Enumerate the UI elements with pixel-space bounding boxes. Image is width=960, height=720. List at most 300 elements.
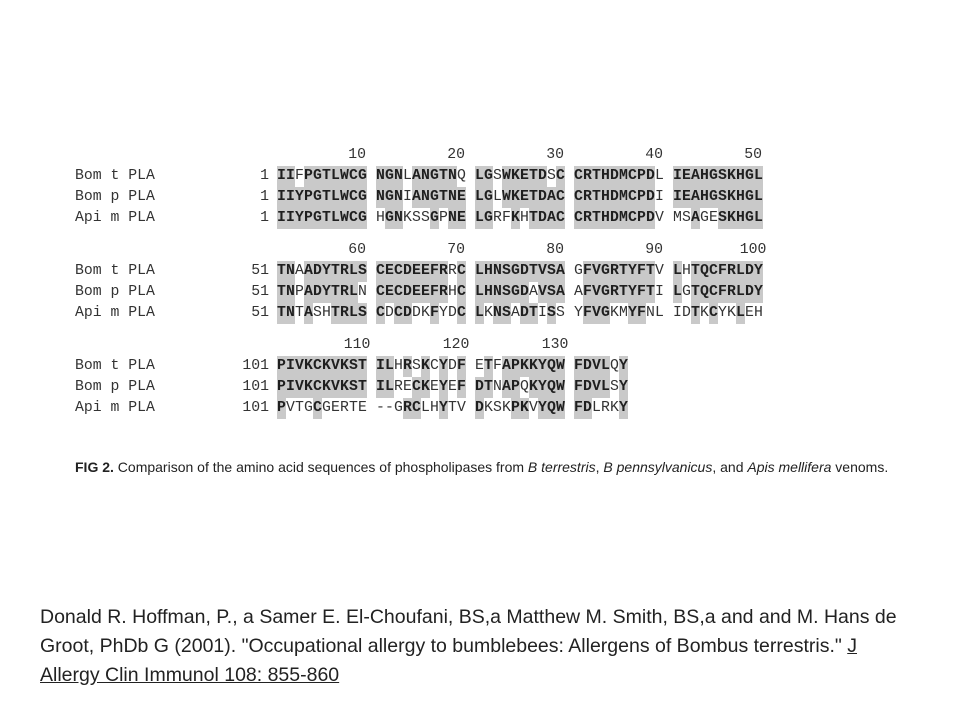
amino-acid: C [412, 398, 421, 419]
amino-acid: S [682, 210, 691, 226]
amino-acid: S [718, 208, 727, 229]
sequence-row [75, 398, 885, 419]
amino-acid: K [484, 305, 493, 321]
amino-acid: E [385, 261, 394, 282]
amino-acid: N [493, 379, 502, 395]
amino-acid: A [547, 187, 556, 208]
amino-acid: N [394, 166, 403, 187]
amino-acid: A [412, 187, 421, 208]
amino-acid: R [340, 282, 349, 303]
amino-acid: H [394, 358, 403, 374]
amino-acid: H [700, 187, 709, 208]
amino-acid: M [619, 166, 628, 187]
amino-acid: A [412, 166, 421, 187]
amino-acid: T [331, 303, 340, 324]
amino-acid: E [421, 261, 430, 282]
sequence-segment [574, 187, 664, 208]
amino-acid: L [493, 189, 502, 205]
amino-acid: E [745, 305, 754, 321]
amino-acid: A [691, 166, 700, 187]
amino-acid: H [601, 208, 610, 229]
amino-acid: F [637, 282, 646, 303]
amino-acid: Y [754, 282, 763, 303]
amino-acid: D [610, 166, 619, 187]
amino-acid: F [574, 377, 583, 398]
sequence-segment [277, 398, 367, 419]
amino-acid: S [502, 261, 511, 282]
sequence-row [75, 303, 885, 324]
amino-acid: R [340, 303, 349, 324]
amino-acid: Y [628, 282, 637, 303]
ruler-tick: 50 [744, 147, 762, 163]
amino-acid: V [457, 400, 466, 416]
ruler-tick: 130 [541, 337, 569, 353]
sequence-row [75, 377, 885, 398]
sequence-segment [277, 282, 367, 303]
amino-acid: E [358, 400, 367, 416]
amino-acid: S [718, 187, 727, 208]
amino-acid: K [403, 210, 412, 226]
amino-acid: H [376, 210, 385, 226]
amino-acid: K [610, 305, 619, 321]
amino-acid: G [358, 208, 367, 229]
sequence-start-number: 1 [260, 189, 269, 205]
amino-acid: H [484, 282, 493, 303]
amino-acid: C [313, 398, 322, 419]
sequence-alignment-figure [75, 145, 885, 430]
amino-acid: I [286, 356, 295, 377]
amino-acid: S [313, 305, 322, 321]
sequence-segment [673, 208, 763, 229]
sequence-row [75, 356, 885, 377]
amino-acid: I [286, 208, 295, 229]
sequence-start-number: 51 [251, 284, 269, 300]
amino-acid: Y [628, 303, 637, 324]
amino-acid: Q [457, 168, 466, 184]
sequence-segment [376, 261, 466, 282]
sequence-segment [475, 303, 565, 324]
amino-acid: F [637, 303, 646, 324]
amino-acid: V [655, 263, 664, 279]
amino-acid: C [412, 377, 421, 398]
amino-acid: A [691, 187, 700, 208]
amino-acid: K [727, 305, 736, 321]
amino-acid: R [583, 187, 592, 208]
sequence-label: Bom t PLA [75, 168, 155, 184]
amino-acid: C [556, 187, 565, 208]
amino-acid: C [313, 377, 322, 398]
amino-acid: N [376, 166, 385, 187]
amino-acid: Y [538, 398, 547, 419]
caption-sep-2: , and [712, 459, 748, 475]
amino-acid: I [655, 284, 664, 300]
amino-acid: C [709, 303, 718, 324]
amino-acid: G [511, 261, 520, 282]
amino-acid: G [430, 208, 439, 229]
amino-acid: D [403, 303, 412, 324]
amino-acid: C [457, 303, 466, 324]
amino-acid: K [700, 305, 709, 321]
amino-acid: G [745, 166, 754, 187]
amino-acid: Q [520, 379, 529, 395]
amino-acid: R [583, 166, 592, 187]
sequence-segment [574, 261, 664, 282]
sequence-row [75, 282, 885, 303]
amino-acid: L [736, 261, 745, 282]
amino-acid: A [547, 208, 556, 229]
amino-acid: C [628, 208, 637, 229]
ruler-tick: 80 [546, 242, 564, 258]
amino-acid: A [502, 356, 511, 377]
position-ruler [75, 335, 885, 356]
sequence-label: Bom p PLA [75, 284, 155, 300]
amino-acid: H [520, 210, 529, 226]
amino-acid: I [376, 356, 385, 377]
amino-acid: L [331, 166, 340, 187]
amino-acid: D [520, 282, 529, 303]
sequence-segment [376, 166, 466, 187]
amino-acid: W [556, 398, 565, 419]
amino-acid: L [349, 303, 358, 324]
amino-acid: A [574, 284, 583, 300]
sequence-row [75, 261, 885, 282]
sequence-segment [574, 166, 664, 187]
amino-acid: Y [619, 356, 628, 377]
amino-acid: H [700, 166, 709, 187]
amino-acid: T [529, 261, 538, 282]
amino-acid: V [592, 261, 601, 282]
amino-acid: T [529, 166, 538, 187]
amino-acid: I [277, 166, 286, 187]
amino-acid: P [637, 187, 646, 208]
amino-acid: A [556, 261, 565, 282]
amino-acid: C [556, 208, 565, 229]
amino-acid: H [484, 261, 493, 282]
amino-acid: D [583, 377, 592, 398]
amino-acid: N [448, 208, 457, 229]
amino-acid: L [349, 261, 358, 282]
sequence-segment [475, 356, 565, 377]
amino-acid: D [412, 305, 421, 321]
sequence-segment [574, 303, 664, 324]
amino-acid: S [547, 168, 556, 184]
amino-acid: G [313, 208, 322, 229]
amino-acid: G [601, 261, 610, 282]
amino-acid: G [601, 282, 610, 303]
amino-acid: N [286, 261, 295, 282]
amino-acid: I [673, 305, 682, 321]
amino-acid: P [304, 208, 313, 229]
amino-acid: V [592, 303, 601, 324]
amino-acid: L [475, 261, 484, 282]
sequence-label: Api m PLA [75, 305, 155, 321]
amino-acid: G [745, 187, 754, 208]
amino-acid: L [655, 168, 664, 184]
amino-acid: D [475, 398, 484, 419]
amino-acid: T [529, 187, 538, 208]
sequence-segment [574, 398, 628, 419]
amino-acid: P [637, 166, 646, 187]
amino-acid: F [583, 282, 592, 303]
amino-acid: P [439, 210, 448, 226]
amino-acid: L [754, 208, 763, 229]
amino-acid: R [610, 282, 619, 303]
sequence-segment [277, 377, 367, 398]
amino-acid: H [448, 284, 457, 300]
amino-acid: F [574, 356, 583, 377]
sequence-segment [673, 261, 763, 282]
amino-acid: K [304, 356, 313, 377]
sequence-start-number: 101 [242, 358, 269, 374]
amino-acid: N [394, 208, 403, 229]
amino-acid: F [295, 168, 304, 184]
amino-acid: I [286, 166, 295, 187]
amino-acid: - [385, 400, 394, 416]
amino-acid: C [376, 303, 385, 324]
amino-acid: S [610, 379, 619, 395]
sequence-start-number: 51 [251, 305, 269, 321]
amino-acid: F [637, 261, 646, 282]
amino-acid: S [421, 210, 430, 226]
amino-acid: I [376, 377, 385, 398]
amino-acid: D [385, 305, 394, 321]
sequence-segment [376, 398, 466, 419]
amino-acid: H [736, 187, 745, 208]
amino-acid: H [601, 166, 610, 187]
ruler-tick: 40 [645, 147, 663, 163]
amino-acid: V [592, 356, 601, 377]
amino-acid: M [619, 305, 628, 321]
figure-caption [75, 458, 895, 477]
amino-acid: E [520, 166, 529, 187]
amino-acid: N [358, 284, 367, 300]
sequence-start-number: 1 [260, 210, 269, 226]
amino-acid: K [529, 377, 538, 398]
amino-acid: C [709, 261, 718, 282]
sequence-label: Bom t PLA [75, 358, 155, 374]
amino-acid: T [592, 166, 601, 187]
amino-acid: V [295, 377, 304, 398]
amino-acid: D [682, 305, 691, 321]
amino-acid: R [439, 282, 448, 303]
amino-acid: L [403, 168, 412, 184]
amino-acid: T [484, 356, 493, 377]
amino-acid: T [484, 377, 493, 398]
ruler-tick: 20 [447, 147, 465, 163]
amino-acid: R [403, 356, 412, 377]
amino-acid: K [511, 166, 520, 187]
sequence-segment [475, 282, 565, 303]
amino-acid: H [430, 400, 439, 416]
amino-acid: Y [754, 261, 763, 282]
amino-acid: D [313, 282, 322, 303]
amino-acid: E [520, 187, 529, 208]
sequence-segment [376, 303, 466, 324]
amino-acid: G [484, 208, 493, 229]
amino-acid: V [286, 400, 295, 416]
sequence-segment [475, 398, 565, 419]
amino-acid: N [421, 166, 430, 187]
amino-acid: F [583, 303, 592, 324]
amino-acid: L [349, 282, 358, 303]
amino-acid: V [592, 377, 601, 398]
amino-acid: D [538, 208, 547, 229]
amino-acid: Q [610, 358, 619, 374]
amino-acid: D [403, 261, 412, 282]
amino-acid: F [430, 303, 439, 324]
amino-acid: E [331, 400, 340, 416]
amino-acid: R [403, 398, 412, 419]
amino-acid: F [430, 261, 439, 282]
sequence-segment [376, 208, 466, 229]
sequence-row [75, 208, 885, 229]
amino-acid: R [448, 263, 457, 279]
amino-acid: E [682, 187, 691, 208]
sequence-segment [475, 377, 565, 398]
amino-acid: T [277, 303, 286, 324]
amino-acid: T [619, 282, 628, 303]
position-ruler [75, 240, 885, 261]
amino-acid: S [547, 303, 556, 324]
amino-acid: E [430, 379, 439, 395]
amino-acid: T [691, 261, 700, 282]
amino-acid: Q [700, 282, 709, 303]
amino-acid: E [412, 261, 421, 282]
amino-acid: V [529, 400, 538, 416]
amino-acid: Y [322, 282, 331, 303]
amino-acid: T [349, 400, 358, 416]
sequence-segment [475, 261, 565, 282]
amino-acid: F [718, 261, 727, 282]
amino-acid: L [475, 187, 484, 208]
amino-acid: C [628, 166, 637, 187]
amino-acid: T [331, 261, 340, 282]
amino-acid: T [529, 208, 538, 229]
ruler-tick: 100 [739, 242, 767, 258]
amino-acid: I [286, 377, 295, 398]
amino-acid: D [583, 356, 592, 377]
amino-acid: S [358, 303, 367, 324]
amino-acid: C [709, 282, 718, 303]
amino-acid: R [340, 261, 349, 282]
amino-acid: G [304, 400, 313, 416]
amino-acid: Y [295, 187, 304, 208]
amino-acid: L [385, 356, 394, 377]
amino-acid: G [385, 166, 394, 187]
amino-acid: V [331, 377, 340, 398]
amino-acid: R [727, 282, 736, 303]
amino-acid: A [556, 282, 565, 303]
amino-acid: G [484, 187, 493, 208]
amino-acid: T [529, 303, 538, 324]
amino-acid: S [358, 261, 367, 282]
sequence-segment [475, 166, 565, 187]
amino-acid: Y [439, 356, 448, 377]
sequence-segment [673, 187, 763, 208]
amino-acid: W [340, 187, 349, 208]
amino-acid: T [358, 377, 367, 398]
amino-acid: R [601, 400, 610, 416]
amino-acid: K [511, 187, 520, 208]
amino-acid: C [394, 303, 403, 324]
amino-acid: V [538, 261, 547, 282]
amino-acid: D [745, 261, 754, 282]
amino-acid: N [493, 282, 502, 303]
amino-acid: K [340, 356, 349, 377]
amino-acid: K [322, 377, 331, 398]
amino-acid: R [394, 379, 403, 395]
amino-acid: L [475, 208, 484, 229]
amino-acid: I [538, 305, 547, 321]
amino-acid: L [475, 282, 484, 303]
amino-acid: I [673, 187, 682, 208]
amino-acid: - [376, 400, 385, 416]
amino-acid: G [358, 187, 367, 208]
citation-text: Donald R. Hoffman, P., a Samer E. El-Choufani, BS,a Matthew M. Smith, BS,a and and M. Hans de Groot, PhDb G (2001). "Occupational allergy to bumblebees: Allergens of Bombus terrestris." [40, 606, 897, 657]
amino-acid: C [574, 166, 583, 187]
amino-acid: N [286, 282, 295, 303]
amino-acid: K [484, 400, 493, 416]
amino-acid: S [349, 356, 358, 377]
amino-acid: T [439, 187, 448, 208]
amino-acid: K [727, 208, 736, 229]
amino-acid: N [493, 303, 502, 324]
amino-acid: I [277, 187, 286, 208]
amino-acid: N [376, 187, 385, 208]
amino-acid: V [655, 210, 664, 226]
amino-acid: Y [628, 261, 637, 282]
amino-acid: G [394, 400, 403, 416]
sequence-segment [277, 356, 367, 377]
amino-acid: Y [538, 356, 547, 377]
amino-acid: C [574, 208, 583, 229]
sequence-segment [574, 356, 628, 377]
amino-acid: Y [295, 208, 304, 229]
amino-acid: T [439, 166, 448, 187]
ruler-tick: 30 [546, 147, 564, 163]
amino-acid: D [520, 261, 529, 282]
amino-acid: S [718, 166, 727, 187]
amino-acid: G [682, 284, 691, 300]
amino-acid: G [709, 187, 718, 208]
amino-acid: E [709, 210, 718, 226]
amino-acid: L [655, 305, 664, 321]
amino-acid: W [556, 377, 565, 398]
sequence-segment [673, 303, 763, 324]
amino-acid: K [520, 398, 529, 419]
amino-acid: S [412, 358, 421, 374]
sequence-segment [673, 166, 763, 187]
amino-acid: V [592, 282, 601, 303]
amino-acid: T [691, 303, 700, 324]
sequence-row [75, 166, 885, 187]
amino-acid: A [691, 208, 700, 229]
sequence-segment [376, 356, 466, 377]
amino-acid: I [673, 166, 682, 187]
amino-acid: H [736, 208, 745, 229]
amino-acid: R [727, 261, 736, 282]
amino-acid: I [286, 187, 295, 208]
amino-acid: S [547, 261, 556, 282]
amino-acid: L [673, 261, 682, 282]
amino-acid: K [421, 356, 430, 377]
amino-acid: V [538, 282, 547, 303]
amino-acid: T [358, 356, 367, 377]
amino-acid: R [340, 400, 349, 416]
amino-acid: H [601, 187, 610, 208]
amino-acid: T [322, 187, 331, 208]
amino-acid: P [304, 187, 313, 208]
